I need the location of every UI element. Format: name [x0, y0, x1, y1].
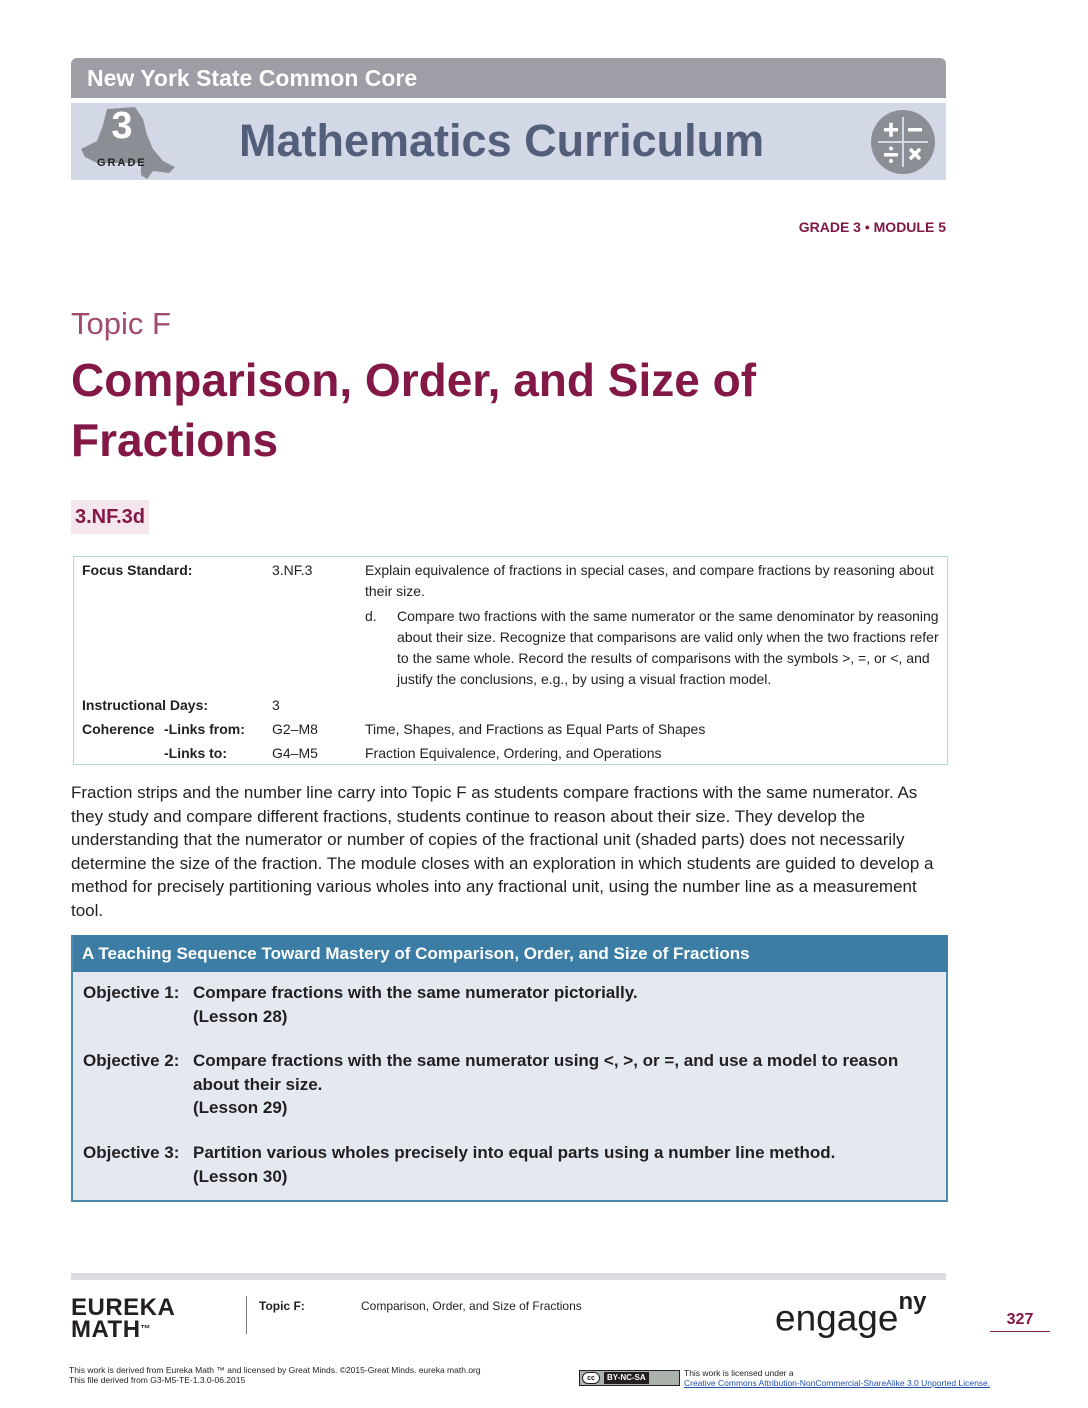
teaching-sequence-title: A Teaching Sequence Toward Mastery of Comparison, Order, and Size of Fractions [82, 944, 750, 963]
objective-1-label: Objective 1: [83, 983, 180, 1002]
engage-ny: ny [898, 1288, 927, 1315]
grade-word: GRADE [97, 157, 147, 169]
objective-3-label: Objective 3: [83, 1143, 180, 1162]
coherence-label: Coherence [82, 721, 155, 737]
focus-substandard-letter: d. [365, 608, 377, 624]
series-banner [71, 58, 946, 98]
objective-2-text [193, 1049, 933, 1120]
focus-standard-code: 3.NF.3 [272, 562, 313, 578]
cc-icon: cc [582, 1372, 600, 1384]
engageny-logo [775, 1288, 927, 1339]
cc-license-badge [579, 1370, 680, 1386]
module-label: GRADE 3 • MODULE 5 [798, 219, 946, 235]
standard-tag: 3.NF.3d [71, 500, 149, 534]
instructional-days-label: Instructional Days: [82, 697, 209, 713]
objective-3-description: Partition various wholes precisely into equal parts using a number line method. [193, 1143, 836, 1162]
eureka-logo-line2: MATH [71, 1316, 141, 1343]
series-title: New York State Common Core [87, 65, 418, 91]
objective-2-label: Objective 2: [83, 1051, 180, 1070]
focus-substandard-text: Compare two fractions with the same numerator or the same denominator by reasoning about their size. Recognize that comparisons are valid only when the two fractions refer to the same whole. Record the results of comparisons with the symbols >, =, or <, and justify the conclusions, e.g., by using a visual fraction model. [397, 608, 939, 687]
footer-rule [71, 1273, 946, 1280]
objective-2-lesson: (Lesson 29) [193, 1098, 288, 1117]
eureka-logo-line1: EUREKA [71, 1294, 176, 1321]
focus-standard-text: Explain equivalence of fractions in special cases, and compare fractions by reasoning about their size. [365, 562, 934, 599]
links-from-text: Time, Shapes, and Fractions as Equal Parts of Shapes [365, 721, 706, 737]
objective-1-text [193, 981, 933, 1028]
curriculum-banner [71, 103, 946, 180]
instructional-days-value: 3 [272, 697, 280, 713]
cc-license-type: BY-NC-SA [604, 1372, 649, 1384]
intro-paragraph: Fraction strips and the number line carry into Topic F as students compare fractions with the same numerator. As they study and compare different fractions, students continue to reason about their size. They develop the understanding that the numerator or number of copies of the fractional unit (shaded parts) does not necessarily determine the size of the fraction. The module closes with an exploration in which students are guided to develop a method for precisely partitioning various wholes into any fractional unit, using the number line as a measurement tool. [71, 783, 934, 920]
teaching-sequence-header [73, 935, 948, 972]
links-from-label: -Links from: [164, 721, 245, 737]
license-notice [684, 1368, 990, 1388]
links-to-text: Fraction Equivalence, Ordering, and Operations [365, 745, 662, 761]
engage-word: engage [775, 1297, 899, 1339]
objective-3-lesson: (Lesson 30) [193, 1166, 288, 1186]
objective-3-text [193, 1141, 933, 1188]
objective-1-lesson: (Lesson 28) [193, 1006, 288, 1026]
footer-divider [246, 1296, 247, 1334]
focus-standard-label: Focus Standard: [82, 562, 193, 578]
footer-topic-label: Topic F: [259, 1299, 305, 1313]
objective-2-description: Compare fractions with the same numerator using <, >, or =, and use a model to reason about their size. [193, 1051, 899, 1094]
eureka-math-logo [71, 1294, 176, 1343]
links-to-label: -Links to: [164, 745, 227, 761]
topic-label: Topic F [71, 306, 171, 341]
grade-number: 3 [111, 105, 133, 147]
objective-1-description: Compare fractions with the same numerator pictorially. [193, 983, 638, 1002]
page-number: 327 [1006, 1311, 1034, 1328]
topic-title: Comparison, Order, and Size of Fractions [71, 354, 757, 466]
footer-topic-title: Comparison, Order, and Size of Fractions [361, 1299, 582, 1313]
math-operations-icon [870, 109, 936, 175]
page-number-rule [990, 1331, 1050, 1332]
focus-standard-table [73, 556, 948, 765]
license-line-1: This work is licensed under a [684, 1368, 794, 1378]
teaching-sequence-box [71, 935, 948, 1202]
derived-notice [69, 1365, 481, 1385]
license-link[interactable]: Creative Commons Attribution-NonCommercial-ShareAlike 3.0 Unported License. [684, 1378, 991, 1388]
derived-line-1: This work is derived from Eureka Math ™ and licensed by Great Minds. ©2015-Great Minds. eureka math.org [69, 1365, 481, 1375]
links-from-code: G2–M8 [272, 721, 318, 737]
eureka-trademark: ™ [140, 1324, 152, 1335]
links-to-code: G4–M5 [272, 745, 318, 761]
curriculum-title: Mathematics Curriculum [239, 115, 765, 166]
derived-line-2: This file derived from G3-M5-TE-1.3.0-06.2015 [69, 1375, 246, 1385]
